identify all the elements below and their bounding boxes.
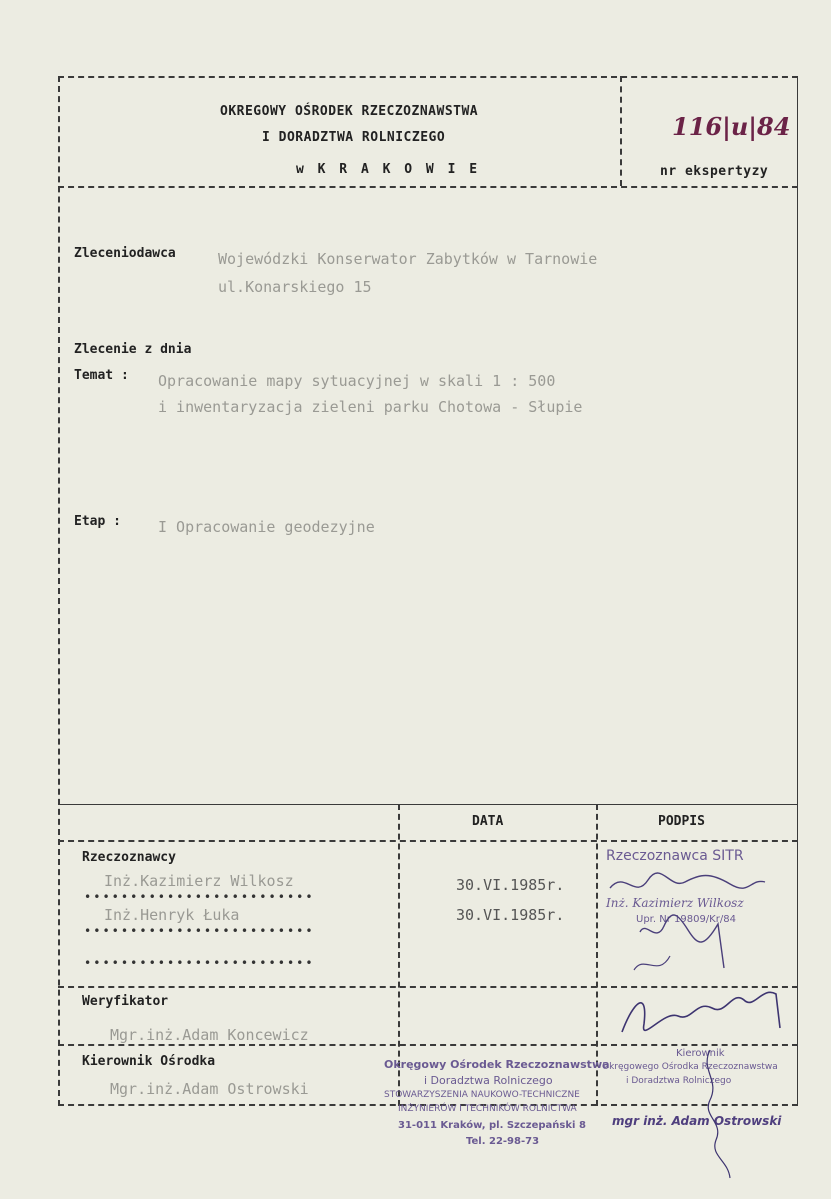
column-header-signature: PODPIS [658,814,705,829]
head-signature [680,1040,760,1180]
verifier-label: Weryfikator [82,994,169,1009]
dotted-line-1: ••••••••••••••••••••••••• [84,890,315,904]
org-stamp-line1: Okręgowy Ośrodek Rzeczoznawstwa [384,1058,610,1071]
topic-line2: i inwentaryzacja zieleni parku Chotowa - Słupie [158,398,583,416]
client-address: ul.Konarskiego 15 [218,278,372,296]
frame-top-border [58,76,798,78]
frame-left-border [58,76,60,1106]
expertise-number-handwritten: 116|u|84 [672,112,791,141]
org-stamp-line3: STOWARZYSZENIA NAUKOWO-TECHNICZNE [384,1090,580,1100]
head-name: Mgr.inż.Adam Ostrowski [110,1080,309,1098]
table-top-border [58,804,798,805]
expert2-date: 30.VI.1985r. [456,906,565,924]
org-stamp-address: 31-011 Kraków, pl. Szczepański 8 [398,1120,586,1131]
header-column-divider [620,76,622,186]
org-stamp-phone: Tel. 22-98-73 [466,1136,540,1147]
client-name: Wojewódzki Konserwator Zabytków w Tarnowie [218,250,598,268]
org-name-line1: OKREGOWY OŚRODEK RZECZOZNAWSTWA [220,104,479,119]
expert-stamp-license: Upr. Nr 19809/Kr/84 [636,914,736,925]
expertise-number-label: nr ekspertyzy [660,164,769,179]
order-date-label: Zlecenie z dnia [74,342,192,357]
expert2-name: Inż.Henryk Łuka [104,906,240,924]
org-stamp-line4: INŻYNIERÓW I TECHNIKÓW ROLNICTWA [398,1104,577,1114]
stage-label: Etap : [74,514,121,529]
head-stamp-line2: Okręgowego Ośrodka Rzeczoznawstwa [602,1062,778,1072]
client-label: Zleceniodawca [74,246,176,261]
verifier-name: Mgr.inż.Adam Koncewicz [110,1026,309,1044]
head-stamp-name: mgr inż. Adam Ostrowski [612,1114,782,1128]
experts-label: Rzeczoznawcy [82,850,176,865]
head-label: Kierownik Ośrodka [82,1054,216,1069]
org-stamp-line2: i Doradztwa Rolniczego [424,1074,553,1087]
dotted-line-2: ••••••••••••••••••••••••• [84,924,315,938]
stage-value: I Opracowanie geodezyjne [158,518,375,536]
expert1-date: 30.VI.1985r. [456,876,565,894]
expert-signatures [600,860,790,980]
head-stamp-line3: i Doradztwa Rolniczego [626,1076,732,1086]
frame-right-border [797,76,798,1106]
org-name-line2: I DORADZTWA ROLNICZEGO [262,130,446,145]
verifier-signature [604,970,794,1050]
topic-line1: Opracowanie mapy sytuacyjnej w skali 1 : 500 [158,372,556,390]
org-name-line3: w K R A K O W I E [296,162,481,177]
column-header-date: DATA [472,814,504,829]
dotted-line-3: ••••••••••••••••••••••••• [84,956,315,970]
expert-stamp-title: Rzeczoznawca SITR [606,848,744,864]
expert1-name: Inż.Kazimierz Wilkosz [104,872,294,890]
table-header-divider [58,840,798,842]
expert-stamp-name: Inż. Kazimierz Wilkosz [606,896,744,910]
topic-label: Temat : [74,368,129,383]
header-divider [58,186,798,188]
head-stamp-title: Kierownik [676,1048,725,1059]
